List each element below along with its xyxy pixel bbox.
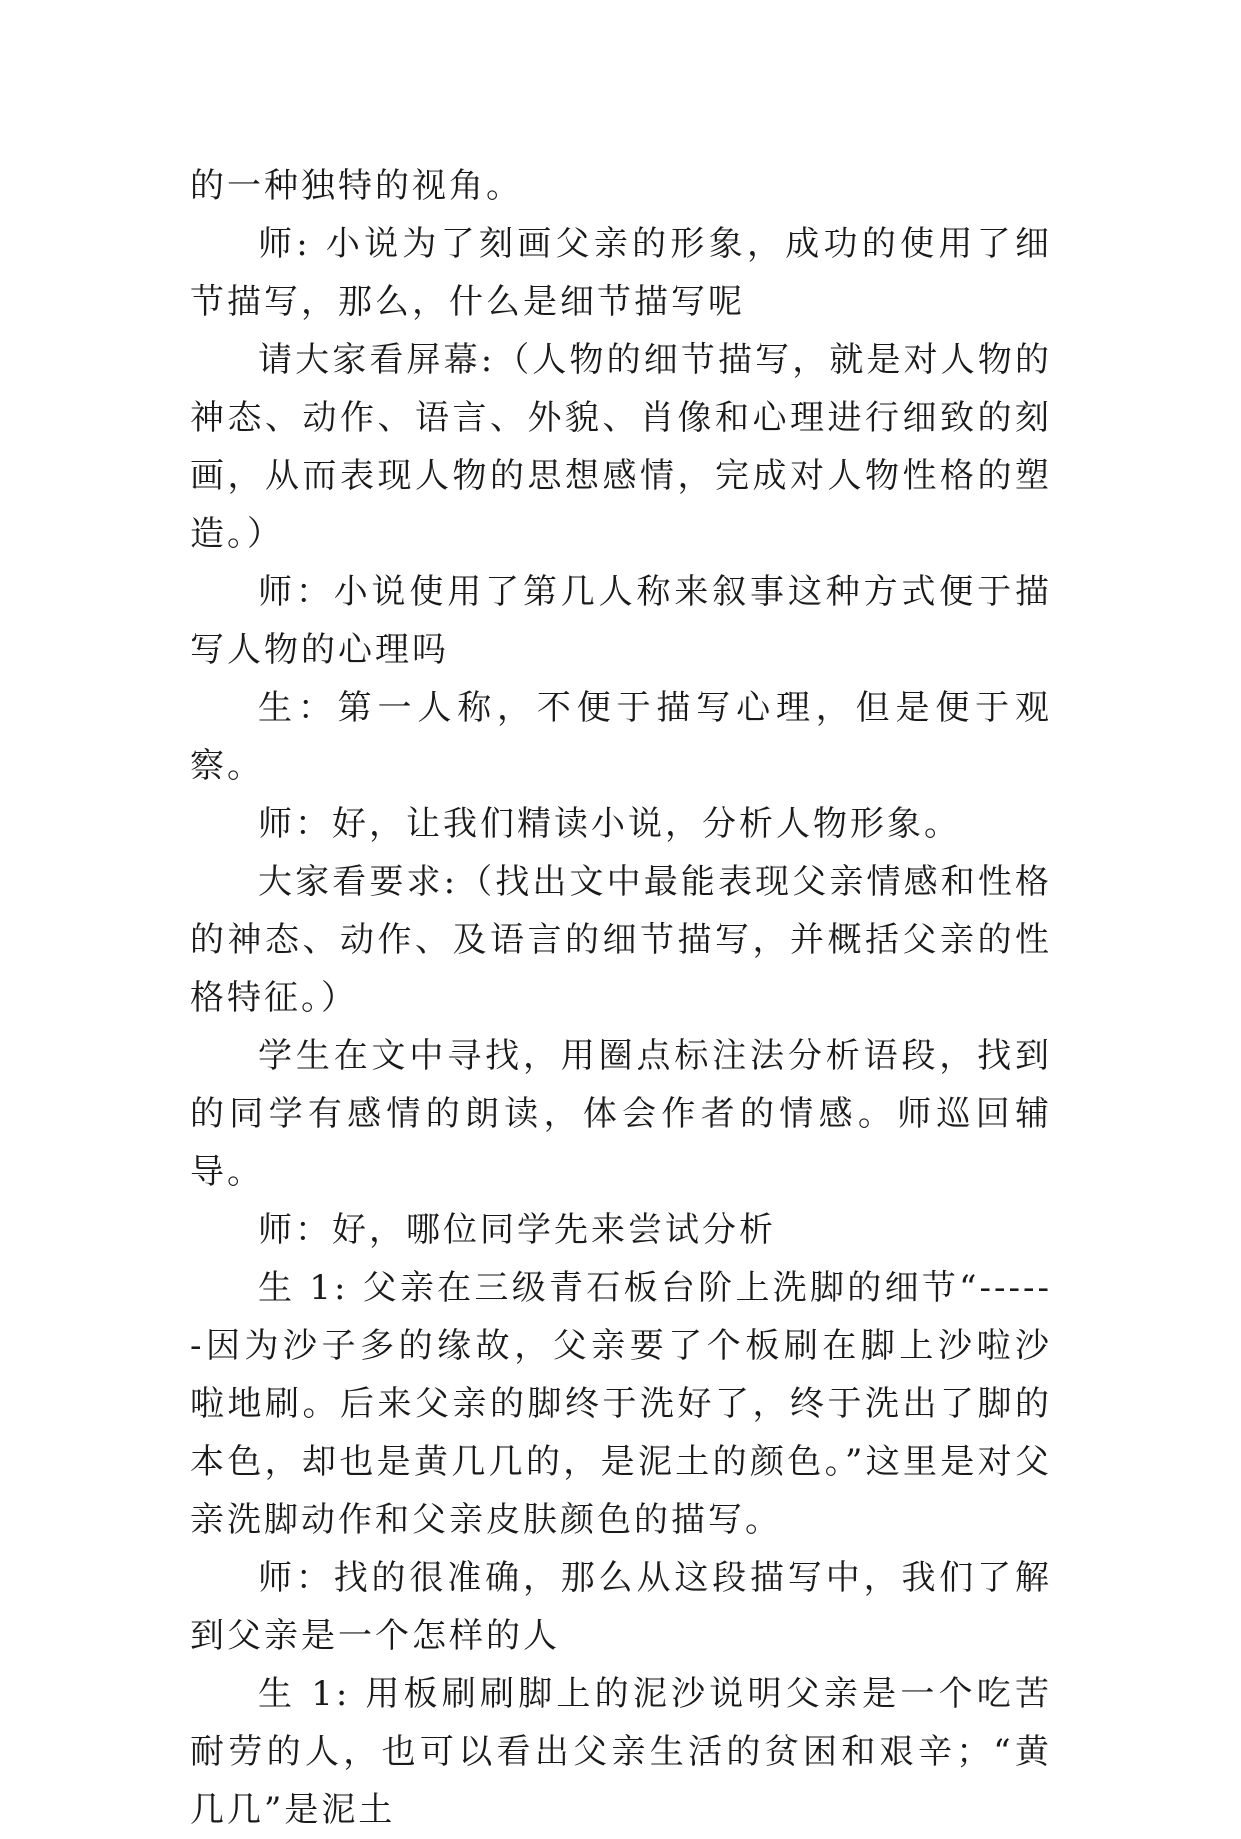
paragraph-5: 生：第一人称，不便于描写心理，但是便于观察。 [190,688,1052,786]
paragraph-12: 生 1: 用板刷刷脚上的泥沙说明父亲是一个吃苦耐劳的人，也可以看出父亲生活的贫困和艰辛；“黄几几”是泥土 [190,1674,1052,1830]
document-body [190,157,1052,1839]
paragraph-9: 师：好，哪位同学先来尝试分析 [258,1210,776,1250]
paragraph-11: 师：找的很准确，那么从这段描写中，我们了解到父亲是一个怎样的人 [190,1558,1052,1656]
paragraph-8: 学生在文中寻找，用圈点标注法分析语段，找到的同学有感情的朗读，体会作者的情感。师巡回辅导。 [190,1036,1052,1192]
paragraph-4: 师：小说使用了第几人称来叙事这种方式便于描写人物的心理吗 [190,572,1052,670]
paragraph-1: 的一种独特的视角。 [190,166,523,206]
paragraph-3: 请大家看屏幕:（人物的细节描写，就是对人物的神态、动作、语言、外貌、肖像和心理进行细致的刻画，从而表现人物的思想感情，完成对人物性格的塑造。） [190,340,1052,554]
paragraph-6: 师：好，让我们精读小说，分析人物形象。 [258,804,961,844]
paragraph-2: 师: 小说为了刻画父亲的形象，成功的使用了细节描写，那么，什么是细节描写呢 [190,224,1052,322]
paragraph-7: 大家看要求:（找出文中最能表现父亲情感和性格的神态、动作、及语言的细节描写，并概括父亲的性格特征。） [190,862,1052,1018]
paragraph-10: 生 1: 父亲在三级青石板台阶上洗脚的细节“------因为沙子多的缘故，父亲要了个板刷在脚上沙啦沙啦地刷。后来父亲的脚终于洗好了，终于洗出了脚的本色，却也是黄几几的，是泥土的颜色。”这里是对父亲洗脚动作和父亲皮肤颜色的描写。 [190,1268,1052,1540]
